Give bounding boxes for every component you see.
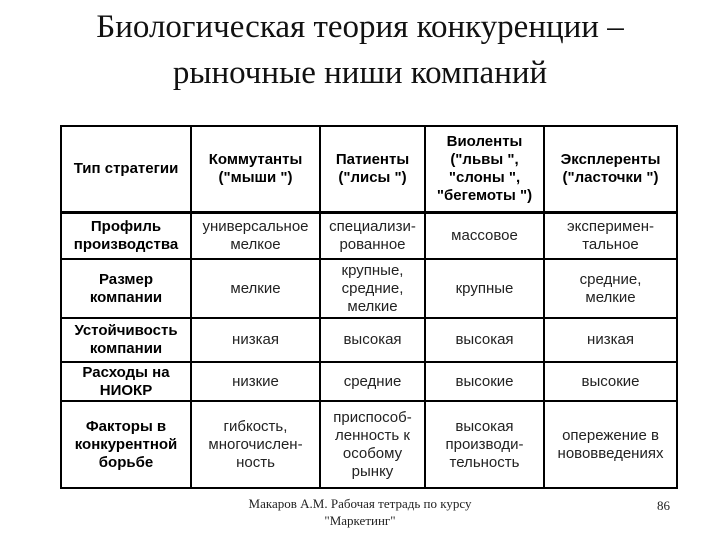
- table-cell: [192, 214, 319, 258]
- table-cell: [192, 260, 319, 317]
- table-cell-text: высокая: [455, 331, 514, 348]
- table-cell: [192, 363, 319, 400]
- header-commutants-text: Коммутанты ("мыши "): [208, 151, 303, 186]
- header-violents: [426, 127, 543, 211]
- table-cell: [321, 363, 424, 400]
- table-cell-text: низкая: [587, 331, 634, 348]
- slide-title-line-1: Биологическая теория конкуренции –: [96, 9, 624, 45]
- row-label-company-size: [62, 260, 190, 317]
- table-cell: [192, 402, 319, 487]
- row-label-text: Устойчивость компании: [74, 322, 178, 357]
- footer-source: Макаров А.М. Рабочая тетрадь по курсу "Маркетинг": [248, 496, 472, 528]
- table-cell-text: опережение в нововведениях: [557, 426, 664, 462]
- row-label-company-stability: [62, 319, 190, 361]
- table-cell-text: эксперимен- тальное: [566, 218, 654, 253]
- table-cell: [545, 260, 676, 317]
- row-label-text: Расходы на НИОКР: [82, 363, 170, 399]
- table-cell-text: высокая производи- тельность: [445, 417, 524, 471]
- table-cell-text: мелкие: [230, 279, 281, 297]
- table-cell: [545, 319, 676, 361]
- table-cell: [321, 319, 424, 361]
- page-number: 86: [657, 498, 670, 513]
- table-cell-text: крупные: [455, 279, 514, 297]
- table-cell: [426, 214, 543, 258]
- table-cell-text: высокая: [343, 331, 402, 348]
- slide-title: [0, 4, 720, 96]
- table-cell: [545, 214, 676, 258]
- table-cell: [321, 402, 424, 487]
- header-explerents: [545, 127, 676, 211]
- table-cell-text: средние: [343, 372, 402, 390]
- strategy-table: [60, 125, 678, 489]
- row-label-text: Профиль производства: [73, 218, 179, 253]
- table-cell: [426, 402, 543, 487]
- header-strategy-type-text: Тип стратегии: [73, 160, 179, 177]
- table-cell-text: приспособ- ленность к особому рынку: [333, 408, 412, 480]
- table-cell-text: высокие: [581, 372, 640, 390]
- table-cell: [321, 260, 424, 317]
- row-label-rnd-expenses: [62, 363, 190, 400]
- row-label-competition-factors: [62, 402, 190, 487]
- header-patients: [321, 127, 424, 211]
- table-cell: [321, 214, 424, 258]
- table-cell: [426, 260, 543, 317]
- table-cell: [426, 319, 543, 361]
- table-cell-text: средние, мелкие: [579, 270, 642, 306]
- table-cell: [192, 319, 319, 361]
- table-cell-text: крупные, средние, мелкие: [341, 261, 404, 315]
- table-cell-text: специализи- рованное: [329, 218, 416, 253]
- header-commutants: [192, 127, 319, 211]
- header-explerents-text: Эксплеренты ("ласточки "): [560, 151, 661, 186]
- table-cell: [545, 363, 676, 400]
- table-cell-text: универсальное мелкое: [202, 218, 309, 253]
- slide-title-line-2: рыночные ниши компаний: [172, 55, 548, 91]
- table-cell-text: высокие: [455, 372, 514, 390]
- header-strategy-type: [62, 127, 190, 211]
- table-cell-text: низкая: [232, 331, 279, 348]
- row-label-text: Размер компании: [89, 270, 163, 306]
- table-cell: [545, 402, 676, 487]
- table-cell-text: массовое: [451, 227, 518, 244]
- table-cell-text: гибкость, многочислен- ность: [208, 417, 303, 471]
- row-label-production-profile: [62, 214, 190, 258]
- header-patients-text: Патиенты ("лисы "): [335, 151, 410, 186]
- table-cell: [426, 363, 543, 400]
- table-cell-text: низкие: [232, 372, 279, 390]
- header-violents-text: Виоленты ("львы ", "слоны ", "бегемоты "): [436, 133, 533, 204]
- row-label-text: Факторы в конкурентной борьбе: [74, 417, 178, 471]
